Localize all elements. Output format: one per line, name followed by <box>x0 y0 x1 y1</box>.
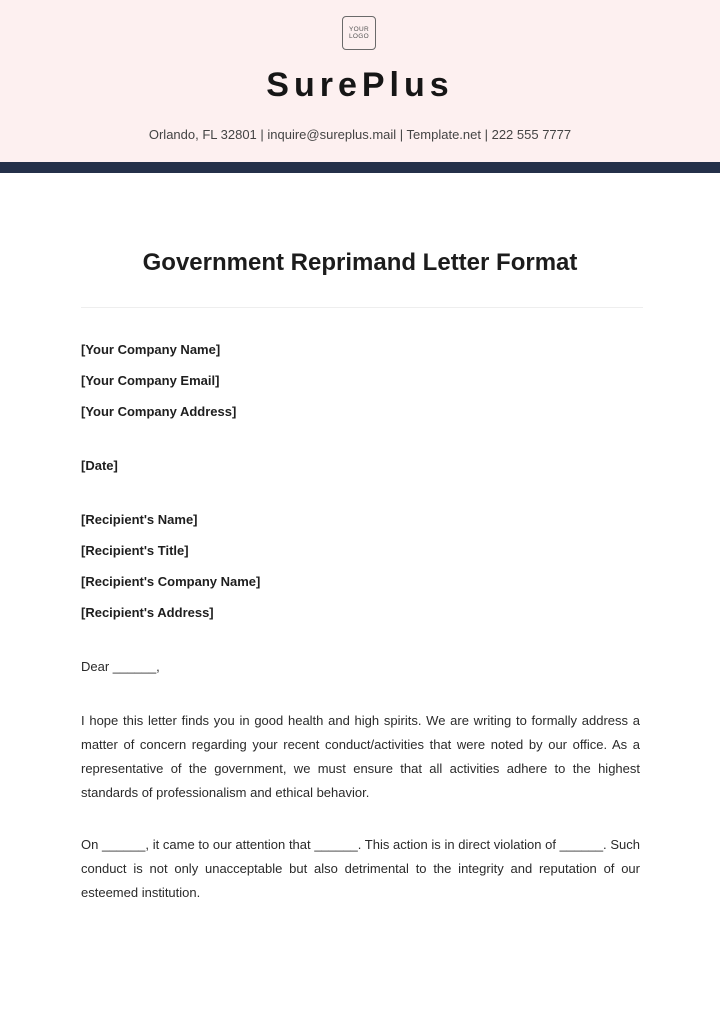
title-divider <box>81 307 643 308</box>
header-divider-band <box>0 162 720 173</box>
recipient-address: [Recipient's Address] <box>81 605 214 620</box>
letter-date: [Date] <box>81 458 118 473</box>
recipient-title: [Recipient's Title] <box>81 543 189 558</box>
body-paragraph-1: I hope this letter finds you in good health and high spirits. We are writing to formally address a matter of concern regarding your recent conduct/activities that were noted by our office. As a representative of the government, we must ensure that all activities adhere to the highest standards of professionalism and ethical behavior. <box>81 713 640 800</box>
body-paragraph-2: On ______, it came to our attention that ______. This action is in direct violation of ______. Such conduct is not only unacceptable but also detrimental to the integrity and reputation of our esteemed institution. <box>81 837 640 900</box>
sender-company-email: [Your Company Email] <box>81 373 220 388</box>
letterhead <box>0 0 720 162</box>
sender-company-address: [Your Company Address] <box>81 404 237 419</box>
recipient-company-name: [Recipient's Company Name] <box>81 574 261 589</box>
salutation: Dear ______, <box>81 659 160 674</box>
company-brand-name: SurePlus <box>266 66 454 104</box>
sender-company-name: [Your Company Name] <box>81 342 221 357</box>
logo-placeholder: YOUR LOGO <box>342 16 376 50</box>
contact-line: Orlando, FL 32801 | inquire@sureplus.mail | Template.net | 222 555 7777 <box>148 127 572 142</box>
document-title: Government Reprimand Letter Format <box>142 249 578 276</box>
recipient-name: [Recipient's Name] <box>81 512 198 527</box>
